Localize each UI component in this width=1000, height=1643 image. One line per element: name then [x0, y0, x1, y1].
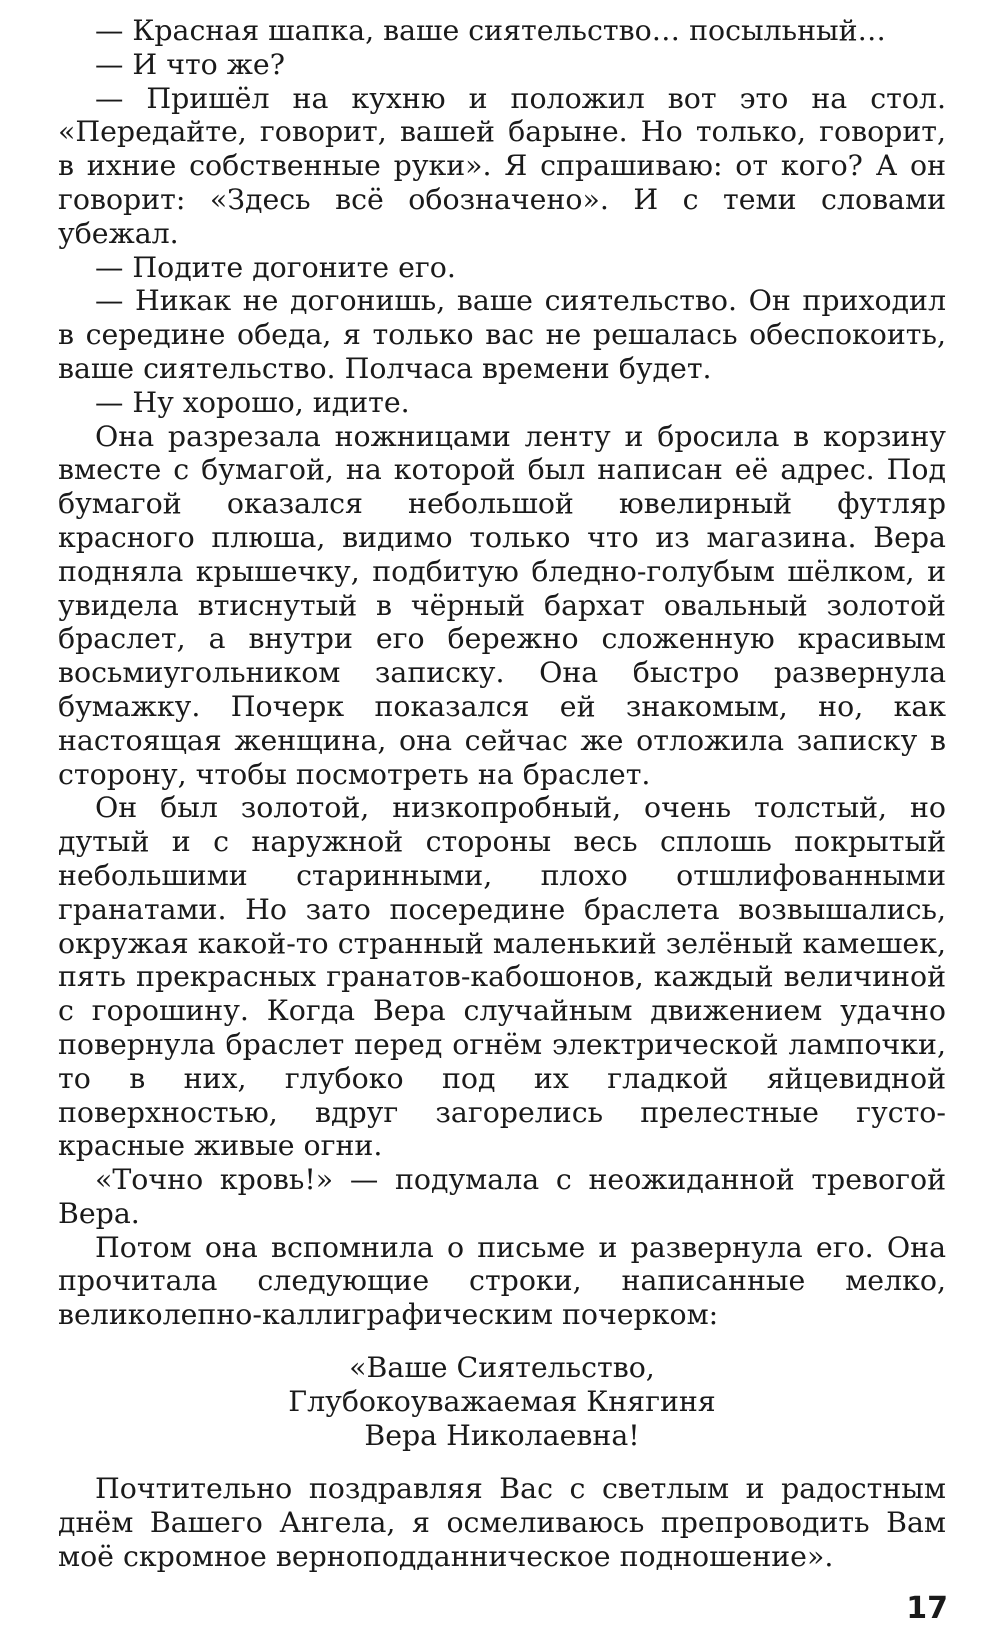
salutation-line: Вера Николаевна!: [364, 1418, 640, 1452]
book-page: [58, 14, 946, 1574]
letter-body: Почтительно поздравляя Вас с светлым и радостным днём Вашего Ангела, я осмеливаюсь препроводить Вам моё скромное верноподданническое подношение».: [58, 1472, 946, 1574]
dialogue-line: — Никак не догонишь, ваше сиятельство. Он приходил в середине обеда, я только вас не решалась обеспокоить, ваше сиятельство. Полчаса времени будет.: [58, 284, 946, 385]
dialogue-line: — И что же?: [95, 47, 285, 81]
page-number: 17: [906, 1591, 948, 1626]
letter-salutation: [58, 1351, 946, 1452]
narrative-paragraph: «Точно кровь!» — подумала с неожиданной тревогой Вера.: [58, 1163, 946, 1230]
dialogue-line: — Ну хорошо, идите.: [95, 385, 410, 419]
narrative-paragraph: Он был золотой, низкопробный, очень толстый, но дутый и с наружной стороны весь сплошь покрытый небольшими старинными, плохо отшлифованными гранатами. Но зато посередине браслета возвышались, окружая какой-то странный маленький зелёный камешек, пять прекрасных гранатов-кабошонов, каждый величиной с горошину. Когда Вера случайным движением удачно повернула браслет перед огнём электрической лампочки, то в них, глубоко под их гладкой яйцевидной поверхностью, вдруг загорелись прелестные густо-красные живые огни.: [58, 791, 946, 1163]
narrative-paragraph: Она разрезала ножницами ленту и бросила в корзину вместе с бумагой, на которой был написан её адрес. Под бумагой оказался небольшой ювелирный футляр красного плюша, видимо только что из магазина. Вера подняла крышечку, подбитую бледно-голубым шёлком, и увидела втиснутый в чёрный бархат овальный золотой браслет, а внутри его бережно сложенную красивым восьмиугольником записку. Она быстро развернула бумажку. Почерк показался ей знакомым, но, как настоящая женщина, она сейчас же отложила записку в сторону, чтобы посмотреть на браслет.: [58, 419, 946, 791]
dialogue-line: — Подите догоните его.: [95, 250, 456, 284]
dialogue-line: — Пришёл на кухню и положил вот это на стол. «Передайте, говорит, вашей барыне. Но только, говорит, в ихние собственные руки». Я спрашиваю: от кого? А он говорит: «Здесь всё обозначено». И с теми словами убежал.: [58, 81, 946, 250]
narrative-paragraph: Потом она вспомнила о письме и развернула его. Она прочитала следующие строки, написанные мелко, великолепно-каллиграфическим почерком:: [58, 1230, 946, 1332]
salutation-line: «Ваше Сиятельство,: [349, 1351, 655, 1385]
salutation-line: Глубокоуважаемая Княгиня: [288, 1384, 716, 1418]
dialogue-line: — Красная шапка, ваше сиятельство… посыльный…: [95, 14, 886, 47]
